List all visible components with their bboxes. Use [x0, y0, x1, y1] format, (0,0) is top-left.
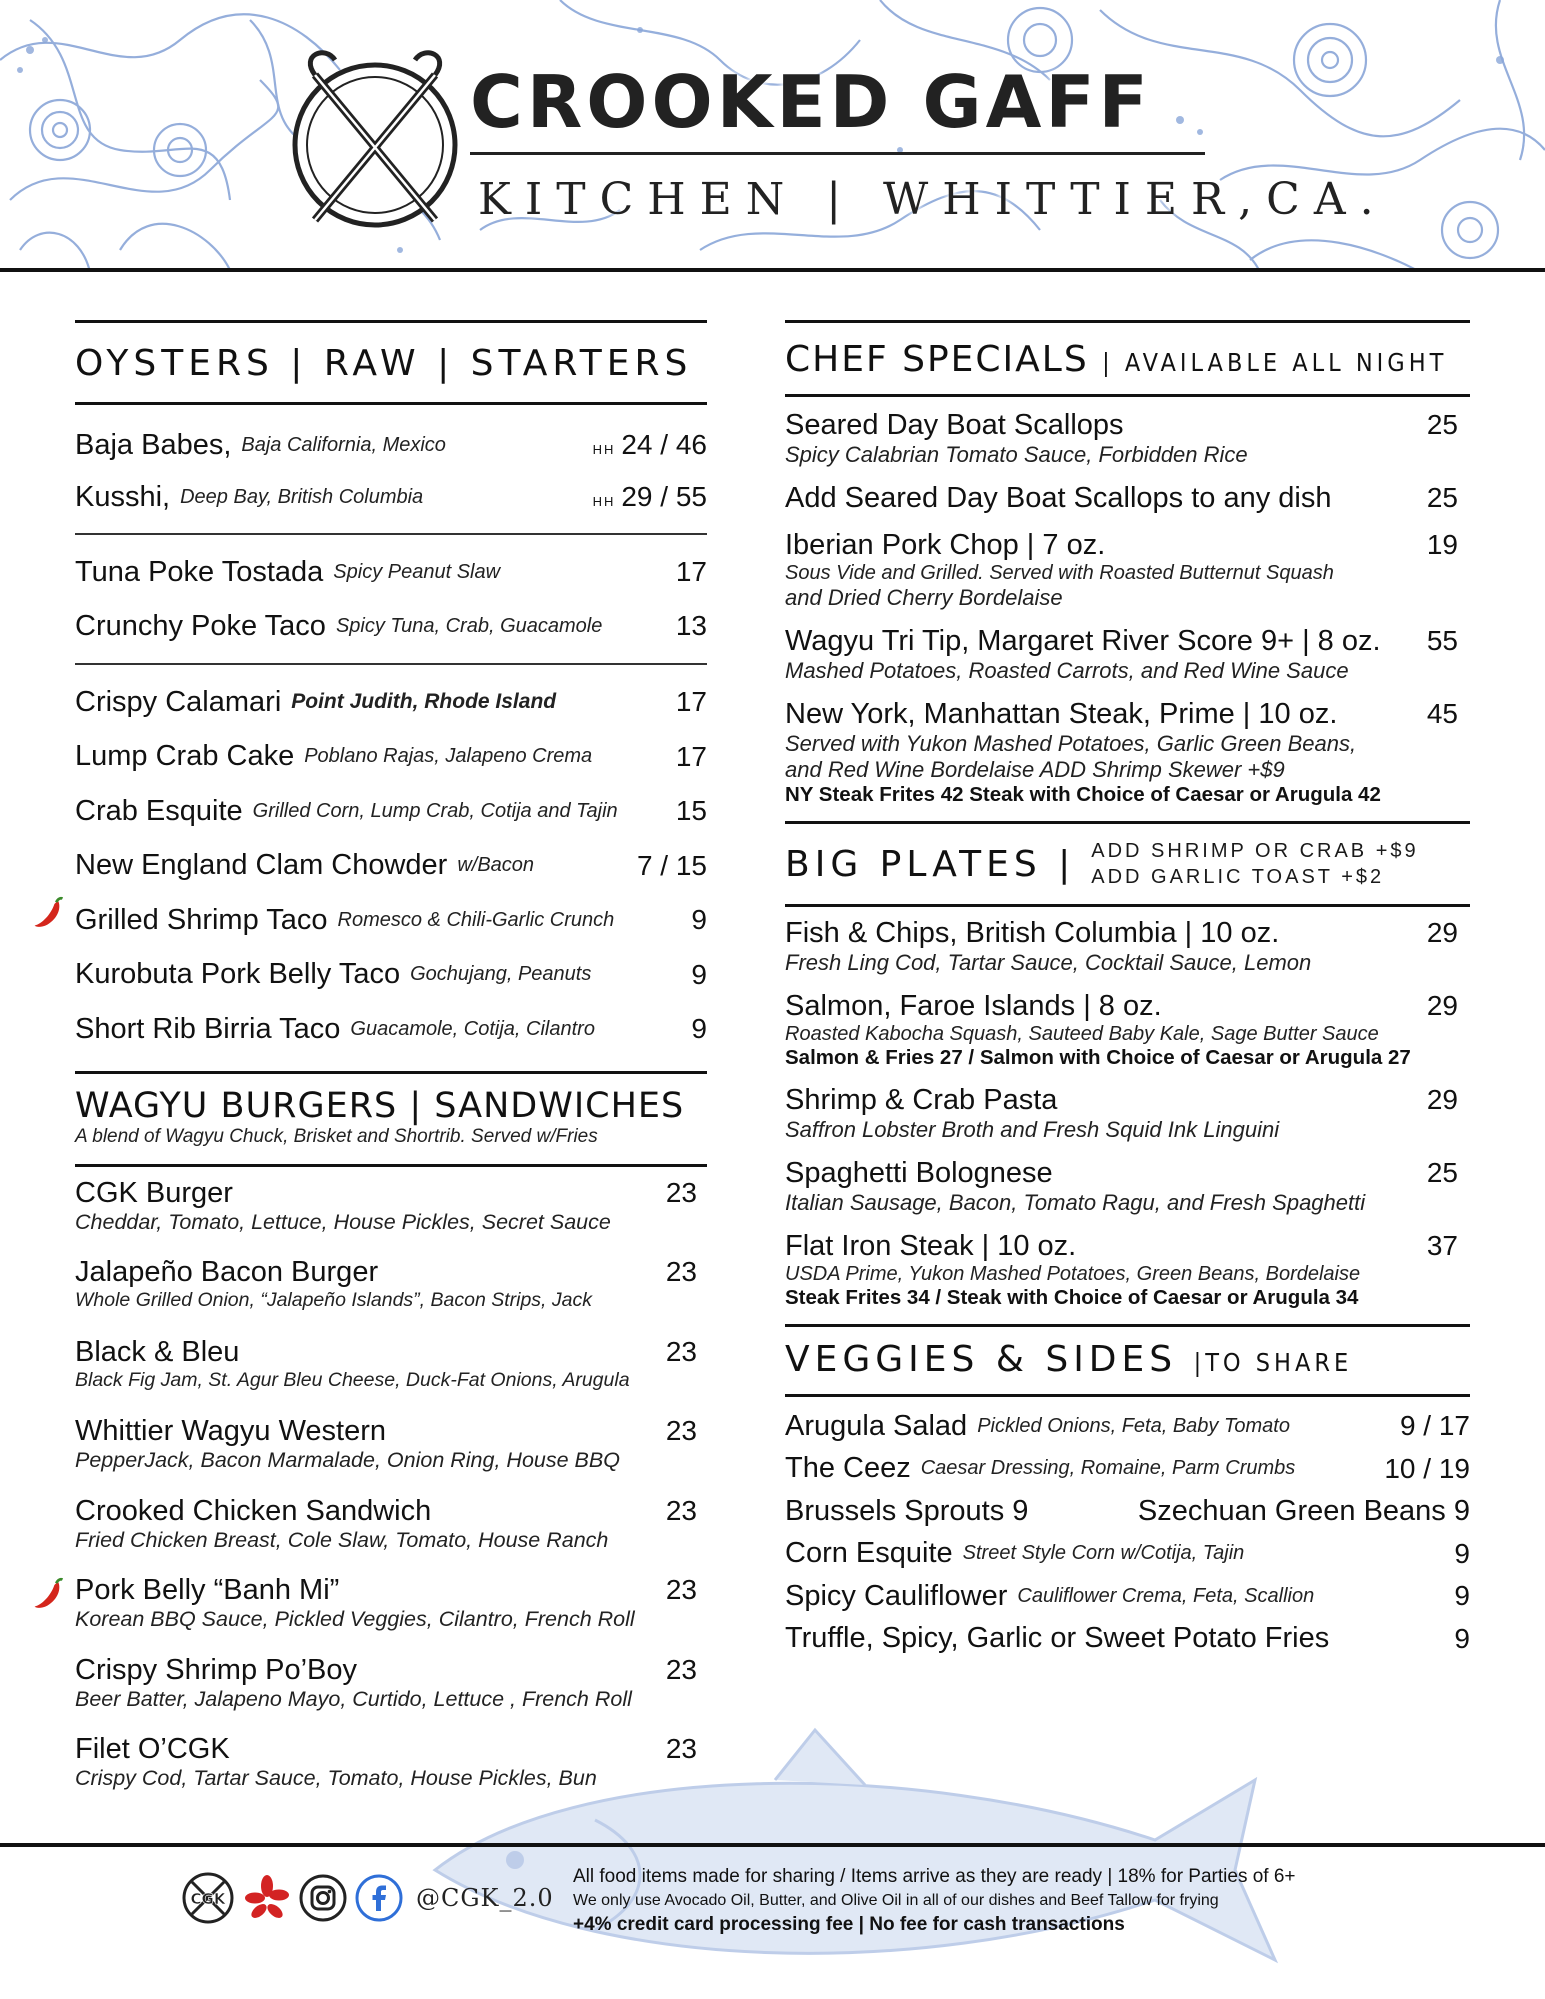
- footer-social-bar: [180, 1870, 554, 1926]
- restaurant-name: CROOKED GAFF: [470, 60, 1152, 144]
- section-rule: [785, 821, 1470, 824]
- item-header-row: [785, 409, 1470, 442]
- menu-item: [785, 698, 1470, 807]
- crossed-gaff-hooks-icon: [275, 45, 475, 245]
- item-description: Roasted Kabocha Squash, Sauteed Baby Kale, Sage Butter Sauce: [785, 1023, 1379, 1045]
- item-price: 19: [1426, 529, 1458, 560]
- section-rule: [75, 402, 707, 405]
- item-description: Saffron Lobster Broth and Fresh Squid Ink Linguini: [785, 1117, 1280, 1142]
- item-price: 23: [665, 1335, 697, 1367]
- item-description: Street Style Corn w/Cotija, Tajin: [962, 1542, 1245, 1565]
- menu-item: [75, 893, 707, 948]
- item-name: Brussels Sprouts 9: [785, 1494, 1029, 1527]
- menu-item: [75, 1574, 707, 1654]
- item-description: Guacamole, Cotija, Cilantro: [350, 1017, 595, 1040]
- fish-illustration-icon: [395, 1700, 1295, 1999]
- right-column: [785, 320, 1470, 1660]
- item-description: Spicy Calabrian Tomato Sauce, Forbidden Rice: [785, 442, 1248, 467]
- item-price: 23: [665, 1494, 697, 1526]
- footer-line-sharing: All food items made for sharing / Items arrive as they are ready | 18% for Parties of 6+: [573, 1866, 1296, 1887]
- item-header-row: [75, 1177, 707, 1210]
- restaurant-location: KITCHEN | WHITTIER,CA.: [478, 174, 1388, 225]
- item-header-row: [75, 1654, 707, 1687]
- item-header-row: [785, 698, 1470, 731]
- item-price: 9: [1454, 1580, 1470, 1612]
- menu-item: [75, 1002, 707, 1057]
- item-header-row: [75, 1574, 707, 1607]
- item-name: Whittier Wagyu Western: [75, 1415, 387, 1447]
- item-description: Cheddar, Tomato, Lettuce, House Pickles, Secret Sauce: [75, 1209, 611, 1234]
- item-name: Spicy Cauliflower: [785, 1579, 1008, 1612]
- group-divider: [75, 663, 707, 665]
- item-name: Kusshi,: [75, 480, 171, 513]
- item-name: New England Clam Chowder: [75, 849, 448, 882]
- menu-item: [75, 599, 707, 653]
- menu-item: [785, 1230, 1470, 1310]
- chef-specials-title: [785, 339, 1470, 380]
- yelp-icon[interactable]: [242, 1873, 292, 1923]
- menu-item: [75, 784, 707, 839]
- item-price: 9 / 17: [1399, 1410, 1470, 1442]
- footer-line-fees: +4% credit card processing fee | No fee for cash transactions: [573, 1914, 1125, 1935]
- facebook-icon[interactable]: [354, 1873, 404, 1923]
- menu-item: [785, 1157, 1470, 1216]
- sides-tag-separator: |: [1193, 1348, 1206, 1377]
- item-name: Truffle, Spicy, Garlic or Sweet Potato Fries: [785, 1622, 1330, 1655]
- menu-header: [0, 0, 1545, 272]
- item-header-row: [75, 1415, 707, 1448]
- item-name: Grilled Shrimp Taco: [75, 903, 328, 936]
- menu-item: [785, 1490, 1470, 1533]
- item-description: PepperJack, Bacon Marmalade, Onion Ring, House BBQ: [75, 1448, 620, 1472]
- item-description: Sous Vide and Grilled. Served with Roasted Butternut Squash: [785, 562, 1334, 584]
- item-header-row: [785, 1230, 1470, 1263]
- item-header-row: [785, 482, 1470, 515]
- section-rule: [75, 1071, 707, 1074]
- big-plates-header: [785, 838, 1470, 890]
- menu-item: [75, 419, 707, 471]
- menu-item: [785, 482, 1470, 515]
- item-header-row: [75, 1495, 707, 1528]
- menu-item: [75, 471, 707, 523]
- item-name: Spaghetti Bolognese: [785, 1157, 1053, 1189]
- chili-pepper-icon: [31, 895, 67, 931]
- item-price: 23: [665, 1256, 697, 1287]
- item-name: Short Rib Birria Taco: [75, 1012, 341, 1045]
- item-name: Crispy Shrimp Po’Boy: [75, 1653, 358, 1686]
- item-price: 23: [665, 1733, 697, 1764]
- item-name: Fish & Chips, British Columbia | 10 oz.: [785, 917, 1280, 949]
- item-description: Spicy Tuna, Crab, Guacamole: [335, 614, 603, 637]
- item-name: Add Seared Day Boat Scallops to any dish: [785, 482, 1332, 514]
- item-price: 25: [1426, 1157, 1458, 1188]
- item-description: Caesar Dressing, Romaine, Parm Crumbs: [920, 1457, 1296, 1480]
- item-name: New York, Manhattan Steak, Prime | 10 oz.: [785, 698, 1338, 730]
- item-price: 9: [691, 1013, 707, 1045]
- menu-item: [75, 1415, 707, 1495]
- menu-item: [785, 1575, 1470, 1618]
- item-price: 9: [691, 958, 707, 990]
- item-option-line: NY Steak Frites 42 Steak with Choice of Caesar or Arugula 42: [785, 783, 1381, 806]
- menu-item: [75, 839, 707, 894]
- section-rule: [785, 1394, 1470, 1397]
- item-description: Cauliflower Crema, Feta, Scallion: [1017, 1584, 1315, 1607]
- happy-hour-label: HH: [592, 494, 616, 509]
- item-description: Gochujang, Peanuts: [410, 963, 592, 986]
- item-price: 13: [675, 610, 707, 641]
- item-price: 37: [1426, 1230, 1458, 1261]
- item-description: Deep Bay, British Columbia: [180, 485, 424, 508]
- footer-divider: [0, 1843, 1545, 1847]
- item-description: Black Fig Jam, St. Agur Bleu Cheese, Duck-Fat Onions, Arugula: [75, 1368, 630, 1391]
- item-name: Baja Babes,: [75, 428, 232, 461]
- item-price: 55: [1426, 625, 1458, 656]
- item-option-line: Steak Frites 34 / Steak with Choice of Caesar or Arugula 34: [785, 1286, 1359, 1309]
- item-description: Crispy Cod, Tartar Sauce, Tomato, House Pickles, Bun: [75, 1766, 597, 1790]
- chef-specials-tag-separator: |: [1102, 348, 1125, 377]
- item-description: Mashed Potatoes, Roasted Carrots, and Red Wine Sauce: [785, 658, 1349, 683]
- item-description: w/Bacon: [457, 854, 535, 877]
- item-name-secondary: Szechuan Green Beans 9: [1137, 1494, 1470, 1527]
- item-name: Crispy Calamari: [75, 685, 282, 718]
- menu-item: [75, 948, 707, 1003]
- item-name: Flat Iron Steak | 10 oz.: [785, 1230, 1077, 1262]
- item-header-row: [785, 1157, 1470, 1190]
- item-header-row: [785, 990, 1470, 1023]
- item-description: Fried Chicken Breast, Cole Slaw, Tomato, House Ranch: [75, 1527, 609, 1552]
- section-rule: [785, 904, 1470, 907]
- item-price: 24 / 46: [621, 429, 707, 460]
- item-description: Fresh Ling Cod, Tartar Sauce, Cocktail Sauce, Lemon: [785, 950, 1312, 975]
- item-price: 29 / 55: [621, 481, 707, 512]
- chef-specials-tag: AVAILABLE ALL NIGHT: [1124, 348, 1448, 377]
- item-name: Corn Esquite: [785, 1537, 953, 1570]
- item-name: CGK Burger: [75, 1176, 233, 1209]
- item-price-group: [593, 429, 707, 461]
- item-description: Pickled Onions, Feta, Baby Tomato: [977, 1414, 1290, 1437]
- item-price: 23: [665, 1574, 697, 1605]
- item-price: 29: [1426, 990, 1458, 1021]
- cgk-logo-icon: [180, 1870, 236, 1926]
- item-name: Kurobuta Pork Belly Taco: [75, 958, 401, 991]
- item-description: Spicy Peanut Slaw: [333, 560, 501, 583]
- item-name: Lump Crab Cake: [75, 740, 295, 773]
- item-price: 10 / 19: [1384, 1452, 1470, 1484]
- item-description: Served with Yukon Mashed Potatoes, Garlic Green Beans,: [785, 731, 1357, 756]
- item-name: Pork Belly “Banh Mi”: [75, 1574, 340, 1606]
- item-price: 23: [665, 1415, 697, 1446]
- item-price: 23: [665, 1653, 697, 1685]
- item-header-row: [785, 529, 1470, 562]
- left-column: [75, 320, 707, 1813]
- header-divider: [470, 152, 1205, 155]
- item-description: Whole Grilled Onion, “Jalapeño Islands”, Bacon Strips, Jack: [75, 1289, 592, 1311]
- item-description: Italian Sausage, Bacon, Tomato Ragu, and Fresh Spaghetti: [785, 1190, 1366, 1215]
- item-description: Point Judith, Rhode Island: [291, 690, 557, 714]
- sides-tag: TO SHARE: [1205, 1348, 1353, 1377]
- item-header-row: [785, 1084, 1470, 1117]
- burgers-section-title: WAGYU BURGERS | SANDWICHES: [75, 1085, 685, 1126]
- item-header-row: [75, 1256, 707, 1289]
- menu-item: [785, 625, 1470, 684]
- menu-item: [785, 990, 1470, 1070]
- addon-line: ADD GARLIC TOAST +$2: [1091, 866, 1385, 888]
- item-price: 29: [1426, 917, 1458, 948]
- item-description: and Dried Cherry Bordelaise: [785, 585, 1063, 610]
- item-description: Korean BBQ Sauce, Pickled Veggies, Cilantro, French Roll: [75, 1607, 635, 1631]
- item-option-line: Salmon & Fries 27 / Salmon with Choice of Caesar or Arugula 27: [785, 1046, 1411, 1069]
- item-name: Black & Bleu: [75, 1335, 240, 1368]
- instagram-icon[interactable]: [298, 1873, 348, 1923]
- item-price: 9: [1454, 1622, 1470, 1654]
- menu-item: [785, 1405, 1470, 1448]
- footer-line-oils: We only use Avocado Oil, Butter, and Olive Oil in all of our dishes and Beef Tallow for frying: [573, 1892, 1219, 1909]
- chili-pepper-icon: [31, 1576, 67, 1612]
- section-rule: [785, 394, 1470, 397]
- item-price: 17: [675, 740, 707, 772]
- big-plates-title: BIG PLATES |: [785, 843, 1076, 885]
- section-rule: [785, 1324, 1470, 1327]
- menu-item: [785, 409, 1470, 468]
- footer-logo-text: CGK: [190, 1890, 226, 1908]
- menu-item: [785, 1618, 1470, 1661]
- menu-item: [785, 1448, 1470, 1491]
- item-header-row: [785, 625, 1470, 658]
- item-price: 9: [691, 904, 707, 936]
- item-name: Iberian Pork Chop | 7 oz.: [785, 529, 1106, 561]
- burgers-section-subtitle: A blend of Wagyu Chuck, Brisket and Shortrib. Served w/Fries: [75, 1125, 598, 1147]
- item-price: 17: [675, 686, 707, 718]
- menu-item: [75, 730, 707, 785]
- sides-title-text: VEGGIES & SIDES: [785, 1339, 1178, 1380]
- item-price: 29: [1426, 1084, 1458, 1115]
- item-description: and Red Wine Bordelaise ADD Shrimp Skewer +$9: [785, 757, 1285, 782]
- item-price: 25: [1426, 482, 1458, 513]
- oysters-section-title: OYSTERS | RAW | STARTERS: [75, 343, 693, 384]
- sides-section-title: [785, 1339, 1470, 1380]
- section-rule: [75, 320, 707, 323]
- item-price: 15: [675, 795, 707, 827]
- menu-item: [785, 1084, 1470, 1143]
- menu-item: [75, 675, 707, 730]
- menu-item: [75, 1495, 707, 1575]
- item-price: 9: [1454, 1537, 1470, 1569]
- item-header-row: [75, 1336, 707, 1369]
- menu-item: [75, 1256, 707, 1336]
- item-name: The Ceez: [785, 1452, 911, 1485]
- item-name: Tuna Poke Tostada: [75, 555, 324, 588]
- group-divider: [75, 533, 707, 535]
- item-name: Crooked Chicken Sandwich: [75, 1494, 432, 1527]
- item-name: Wagyu Tri Tip, Margaret River Score 9+ | 8 oz.: [785, 625, 1381, 657]
- menu-item: [75, 545, 707, 599]
- addon-line: ADD SHRIMP OR CRAB +$9: [1091, 840, 1419, 862]
- item-description: Poblano Rajas, Jalapeno Crema: [304, 745, 593, 768]
- menu-item: [75, 1177, 707, 1257]
- item-description: Romesco & Chili-Garlic Crunch: [337, 908, 615, 931]
- section-rule: [785, 320, 1470, 323]
- happy-hour-label: HH: [592, 442, 616, 457]
- item-name: Filet O’CGK: [75, 1733, 230, 1765]
- chef-specials-title-text: CHEF SPECIALS: [785, 339, 1089, 380]
- big-plates-addons: [1091, 838, 1418, 890]
- menu-item: [785, 917, 1470, 976]
- footer-notes: [573, 1866, 1473, 1936]
- item-name: Salmon, Faroe Islands | 8 oz.: [785, 990, 1162, 1022]
- item-name: Arugula Salad: [785, 1409, 968, 1442]
- item-price: 7 / 15: [636, 849, 707, 881]
- item-price: 17: [675, 556, 707, 587]
- item-header-row: [785, 917, 1470, 950]
- menu-item: [75, 1336, 707, 1416]
- section-rule: [75, 1164, 707, 1167]
- social-handle[interactable]: @CGK_2.0: [416, 1884, 554, 1912]
- item-price: 45: [1426, 698, 1458, 729]
- item-description: USDA Prime, Yukon Mashed Potatoes, Green Beans, Bordelaise: [785, 1263, 1361, 1285]
- item-description: Baja California, Mexico: [241, 433, 446, 456]
- item-name: Seared Day Boat Scallops: [785, 409, 1124, 441]
- item-description: Grilled Corn, Lump Crab, Cotija and Tajin: [252, 799, 618, 822]
- menu-item: [785, 1533, 1470, 1576]
- item-name: Crab Esquite: [75, 794, 243, 827]
- item-price: 25: [1426, 409, 1458, 440]
- menu-item: [785, 529, 1470, 611]
- item-description: Beer Batter, Jalapeno Mayo, Curtido, Lettuce , French Roll: [75, 1686, 632, 1711]
- item-price: 23: [665, 1176, 697, 1208]
- item-name: Crunchy Poke Taco: [75, 609, 326, 642]
- item-name: Shrimp & Crab Pasta: [785, 1084, 1058, 1116]
- item-name: Jalapeño Bacon Burger: [75, 1256, 379, 1288]
- item-price-group: [593, 481, 707, 513]
